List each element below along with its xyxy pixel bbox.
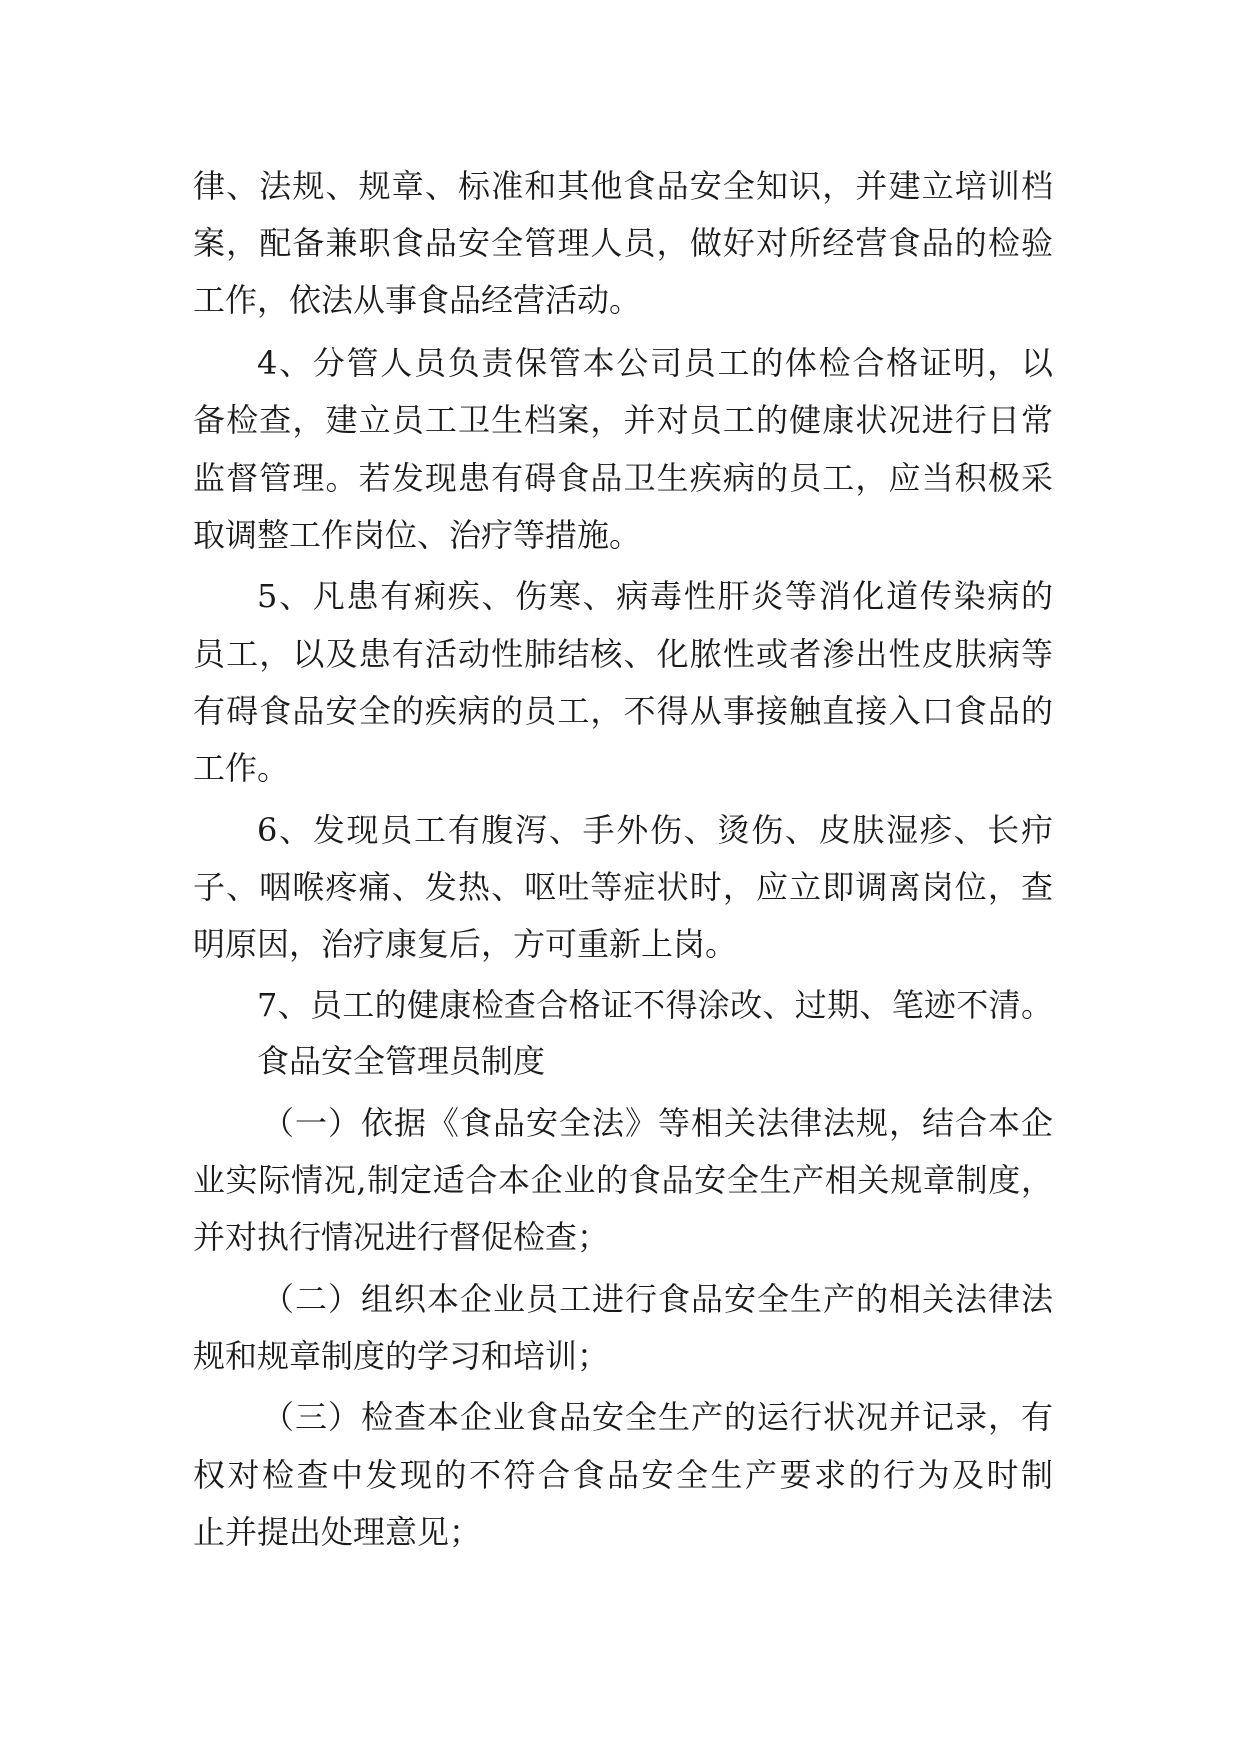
text-line: 案，配备兼职食品安全管理人员，做好对所经营食品的检验 [193, 224, 1053, 262]
text-line: 有碍食品安全的疾病的员工，不得从事接触直接入口食品的 [193, 692, 1053, 730]
paragraph-first-line: 5、凡患有痢疾、伤寒、病毒性肝炎等消化道传染病的 [257, 577, 1053, 615]
text-line: 权对检查中发现的不符合食品安全生产要求的行为及时制 [193, 1456, 1053, 1494]
text-line: 止并提出处理意见； [193, 1513, 482, 1551]
text-line: 律、法规、规章、标准和其他食品安全知识，并建立培训档 [193, 167, 1053, 205]
text-line: 工作。 [193, 749, 290, 787]
text-line: 备检查，建立员工卫生档案，并对员工的健康状况进行日常 [193, 401, 1053, 439]
text-line: 明原因，治疗康复后，方可重新上岗。 [193, 925, 738, 963]
paragraph-first-line: 6、发现员工有腹泻、手外伤、烫伤、皮肤湿疹、长疖 [257, 811, 1053, 849]
paragraph-first-line: 4、分管人员负责保管本公司员工的体检合格证明，以 [257, 344, 1053, 382]
text-line: 并对执行情况进行督促检查； [193, 1218, 610, 1256]
paragraph-first-line: 7、员工的健康检查合格证不得涂改、过期、笔迹不清。 [257, 986, 1053, 1024]
text-line: 规和规章制度的学习和培训； [193, 1337, 610, 1375]
paragraph-first-line: （一）依据《食品安全法》等相关法律法规，结合本企 [262, 1104, 1053, 1142]
paragraph-first-line: （三）检查本企业食品安全生产的运行状况并记录，有 [262, 1398, 1053, 1436]
text-line: 业实际情况,制定适合本企业的食品安全生产相关规章制度， [193, 1161, 1053, 1199]
text-line: 员工，以及患有活动性肺结核、化脓性或者渗出性皮肤病等 [193, 635, 1053, 673]
text-line: 子、咽喉疼痛、发热、呕吐等症状时，应立即调离岗位，查 [193, 868, 1053, 906]
text-line: 工作，依法从事食品经营活动。 [193, 281, 642, 319]
text-line: 取调整工作岗位、治疗等措施。 [193, 516, 642, 554]
text-line: 监督管理。若发现患有碍食品卫生疾病的员工，应当积极采 [193, 459, 1053, 497]
paragraph-first-line: （二）组织本企业员工进行食品安全生产的相关法律法 [262, 1280, 1053, 1318]
section-heading: 食品安全管理员制度 [257, 1042, 546, 1080]
